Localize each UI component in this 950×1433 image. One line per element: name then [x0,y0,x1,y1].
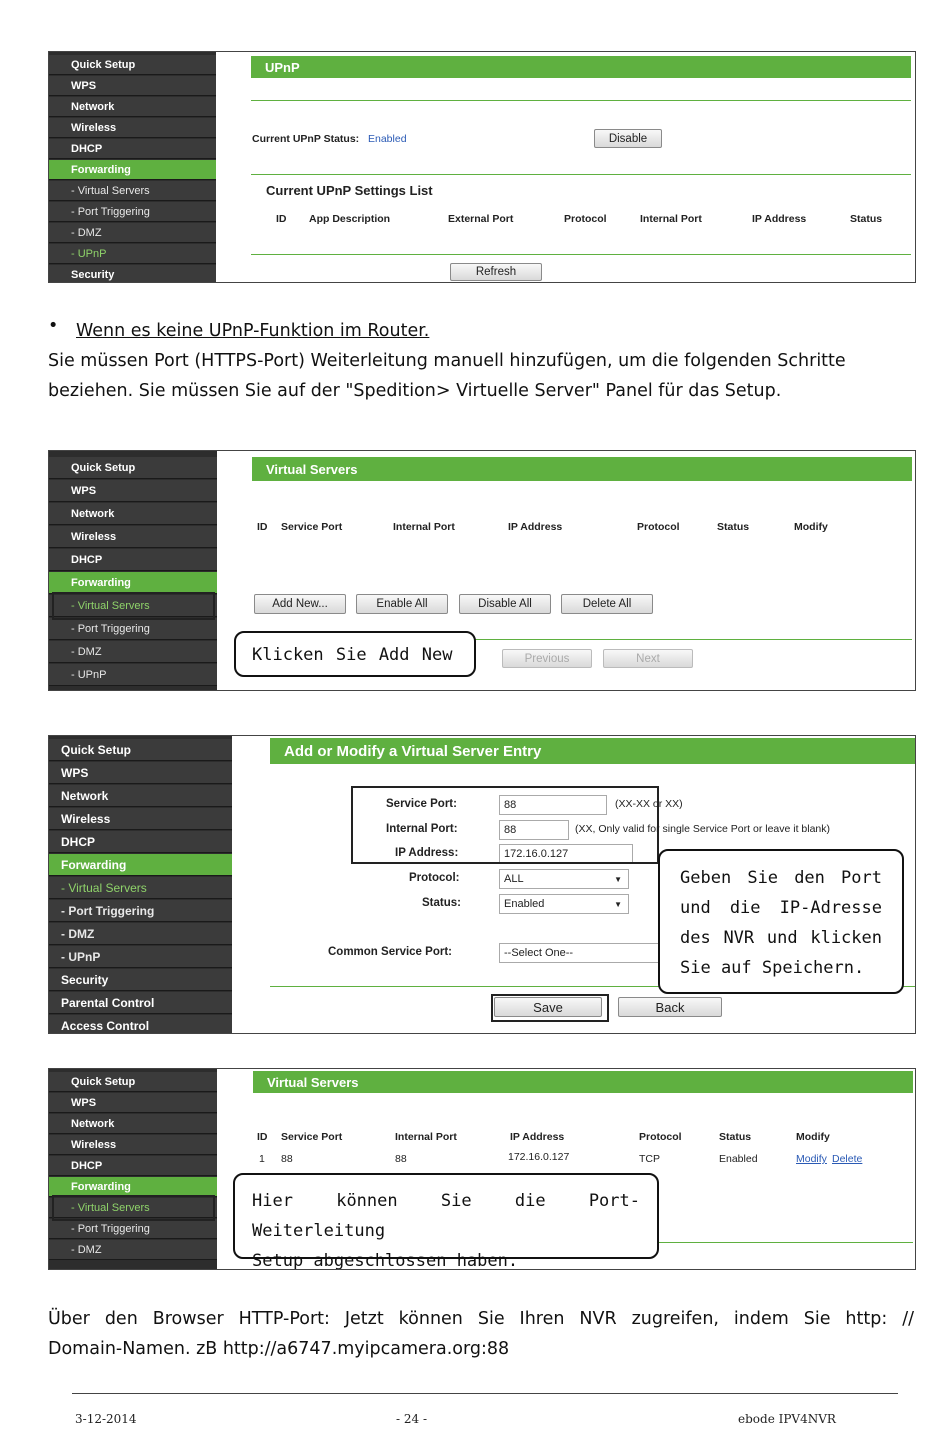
upnp-screenshot [48,51,916,283]
callout-enter-port [658,849,904,994]
save-button[interactable]: Save [494,997,602,1017]
col-id: ID [257,1131,268,1143]
sidebar-menu [49,52,216,282]
page-title: UPnP [251,56,911,78]
col-protocol: Protocol [637,521,680,533]
cell-status: Enabled [719,1153,758,1165]
col-protocol: Protocol [639,1131,682,1143]
callout-line: Setup abgeschlossen haben. [252,1251,519,1270]
divider [251,100,911,101]
sidebar-item-forwarding[interactable]: Forwarding [49,160,216,180]
col-internal-port: Internal Port [640,213,702,225]
chevron-down-icon: ▼ [614,899,622,909]
status-value: Enabled [504,898,545,910]
sidebar-item-dhcp[interactable]: DHCP [49,549,217,571]
sidebar-item-forwarding[interactable]: Forwarding [49,1177,217,1197]
col-status: Status [719,1131,752,1143]
sidebar-item-parental-control[interactable]: Parental Control [49,992,232,1014]
add-new-button[interactable]: Add New... [254,594,346,614]
sidebar-menu [49,736,232,1033]
col-modify: Modify [794,521,828,533]
sidebar-item-upnp[interactable]: - UPnP [49,946,232,968]
col-ip-address: IP Address [752,213,807,225]
callout-line: und die IP-Adresse [680,898,882,918]
closing-line-2: Domain-Namen. zB http://a6747.myipcamera.org:88 [48,1339,510,1359]
upnp-status-label: Current UPnP Status: [252,133,360,145]
col-modify: Modify [796,1131,830,1143]
sidebar-menu [49,451,217,690]
common-service-port-label: Common Service Port: [328,946,452,958]
callout-line: Hier können Sie die Port-Weiterleitung [252,1191,640,1241]
cell-id: 1 [259,1153,265,1165]
sidebar-item-network[interactable]: Network [49,97,216,117]
col-ip-address: IP Address [510,1131,565,1143]
enable-all-button[interactable]: Enable All [356,594,448,614]
bullet-text: Wenn es keine UPnP-Funktion im Router. [76,321,430,341]
sidebar-item-port-triggering[interactable]: - Port Triggering [49,202,216,222]
upnp-status-value: Enabled [368,133,407,145]
col-status: Status [850,213,883,225]
col-ip-address: IP Address [508,521,563,533]
bullet-dot: • [48,316,59,336]
sidebar-item-virtual-servers[interactable]: - Virtual Servers [49,877,232,899]
footer-divider [72,1393,898,1394]
callout-line: Geben Sie den Port [680,868,882,888]
sidebar-item-forwarding[interactable]: Forwarding [49,854,232,876]
col-external-port: External Port [448,213,514,225]
col-status: Status [717,521,750,533]
cell-service-port: 88 [281,1153,293,1165]
virtual-servers-result-screenshot [48,1068,916,1270]
sidebar-item-port-triggering[interactable]: - Port Triggering [49,900,232,922]
highlight-virtual-servers [52,1195,215,1221]
service-port-hint: (XX-XX or XX) [615,798,683,810]
sidebar-item-wireless[interactable]: Wireless [49,526,217,548]
sidebar-item-dmz[interactable]: - DMZ [49,223,216,243]
sidebar-item-dmz[interactable]: - DMZ [49,923,232,945]
status-select[interactable] [499,894,629,914]
internal-port-label: Internal Port: [386,823,458,835]
col-service-port: Service Port [281,1131,343,1143]
closing-line-1: Über den Browser HTTP-Port: Jetzt können Sie Ihren NVR zugreifen, indem Sie http: // [48,1309,914,1329]
instruction-line-1: Sie müssen Port (HTTPS-Port) Weiterleitung manuell hinzufügen, um die folgenden Schritte [48,351,846,371]
ip-address-input[interactable]: 172.16.0.127 [499,844,633,864]
sidebar-item-wps[interactable]: WPS [49,1093,217,1113]
back-button[interactable]: Back [618,997,722,1017]
internal-port-hint: (XX, Only valid for single Service Port or leave it blank) [575,823,831,835]
sidebar-item-network[interactable]: Network [49,503,217,525]
col-protocol: Protocol [564,213,607,225]
callout-setup-complete [233,1173,659,1270]
sidebar-item-dhcp[interactable]: DHCP [49,831,232,853]
add-modify-screenshot [48,735,916,1034]
list-title: Current UPnP Settings List [266,183,433,198]
sidebar-item-quick-setup[interactable]: Quick Setup [49,1072,217,1092]
sidebar-menu [49,1069,217,1269]
sidebar-item-dhcp[interactable]: DHCP [49,1156,217,1176]
cell-ip-address: 172.16.0.127 [508,1151,570,1163]
col-id: ID [257,521,268,533]
sidebar-item-wireless[interactable]: Wireless [49,1135,217,1155]
cell-protocol: TCP [639,1153,660,1165]
protocol-label: Protocol: [409,872,460,884]
sidebar-item-port-triggering[interactable]: - Port Triggering [49,618,217,640]
divider [251,254,911,255]
callout-line: des NVR und klicken [680,928,882,948]
upnp-panel [216,52,915,282]
delete-link[interactable]: Delete [832,1153,863,1165]
virtual-servers-screenshot [48,450,916,691]
common-service-port-select[interactable]: --Select One-- [499,943,659,963]
previous-button[interactable]: Previous [502,649,592,668]
chevron-down-icon: ▼ [614,874,622,884]
sidebar-item-upnp[interactable]: - UPnP [49,244,216,264]
sidebar-item-virtual-servers[interactable]: - Virtual Servers [49,1198,217,1218]
protocol-value: ALL [504,873,524,885]
sidebar-item-wireless[interactable]: Wireless [49,808,232,830]
highlight-port-fields [351,786,659,864]
sidebar-item-access-control[interactable]: Access Control [49,1015,232,1034]
modify-link[interactable]: Modify [796,1153,827,1165]
sidebar-item-dmz[interactable]: - DMZ [49,1240,217,1260]
sidebar-item-upnp[interactable]: - UPnP [49,664,217,686]
sidebar-item-wps[interactable]: WPS [49,76,216,96]
sidebar-item-wireless[interactable]: Wireless [49,118,216,138]
service-port-label: Service Port: [386,798,457,810]
footer-date: 3-12-2014 [75,1412,137,1426]
col-internal-port: Internal Port [395,1131,457,1143]
highlight-virtual-servers [52,592,215,620]
disable-button[interactable]: Disable [594,129,662,148]
highlight-save-button [491,994,609,1022]
col-service-port: Service Port [281,521,343,533]
page-title: Virtual Servers [252,457,912,481]
instruction-line-2: beziehen. Sie müssen Sie auf der "Spedition> Virtuelle Server" Panel für das Setup. [48,381,782,401]
page-title: Virtual Servers [253,1071,913,1093]
divider [251,174,911,175]
col-id: ID [276,213,287,225]
sidebar-item-security[interactable]: Security [49,969,232,991]
delete-all-button[interactable]: Delete All [561,594,653,614]
sidebar-item-wps[interactable]: WPS [49,480,217,502]
footer-page-number: - 24 - [396,1412,428,1426]
status-label: Status: [422,897,461,909]
sidebar-item-dhcp[interactable]: DHCP [49,139,216,159]
internal-port-input[interactable]: 88 [499,820,569,840]
col-app-description: App Description [309,213,391,225]
sidebar-item-network[interactable]: Network [49,785,232,807]
callout-add-new: Klicken Sie Add New [234,631,476,677]
sidebar-item-wps[interactable]: WPS [49,762,232,784]
sidebar-item-quick-setup[interactable]: Quick Setup [49,457,217,479]
refresh-button[interactable]: Refresh [450,263,542,281]
col-internal-port: Internal Port [393,521,455,533]
sidebar-item-network[interactable]: Network [49,1114,217,1134]
cell-internal-port: 88 [395,1153,407,1165]
sidebar-item-dmz[interactable]: - DMZ [49,641,217,663]
sidebar-item-quick-setup[interactable]: Quick Setup [49,55,216,75]
protocol-select[interactable] [499,869,629,889]
sidebar-item-quick-setup[interactable]: Quick Setup [49,739,232,761]
callout-line: Sie auf Speichern. [680,958,865,978]
next-button[interactable]: Next [603,649,693,668]
sidebar-item-port-triggering[interactable]: - Port Triggering [49,1219,217,1239]
ip-address-label: IP Address: [395,847,459,859]
sidebar-item-virtual-servers[interactable]: - Virtual Servers [49,595,217,617]
service-port-input[interactable]: 88 [499,795,607,815]
page-title: Add or Modify a Virtual Server Entry [270,738,915,764]
sidebar-item-security[interactable]: Security [49,265,216,283]
sidebar-item-virtual-servers[interactable]: - Virtual Servers [49,181,216,201]
disable-all-button[interactable]: Disable All [459,594,551,614]
sidebar-item-forwarding[interactable]: Forwarding [49,572,217,594]
footer-product: ebode IPV4NVR [738,1412,836,1426]
